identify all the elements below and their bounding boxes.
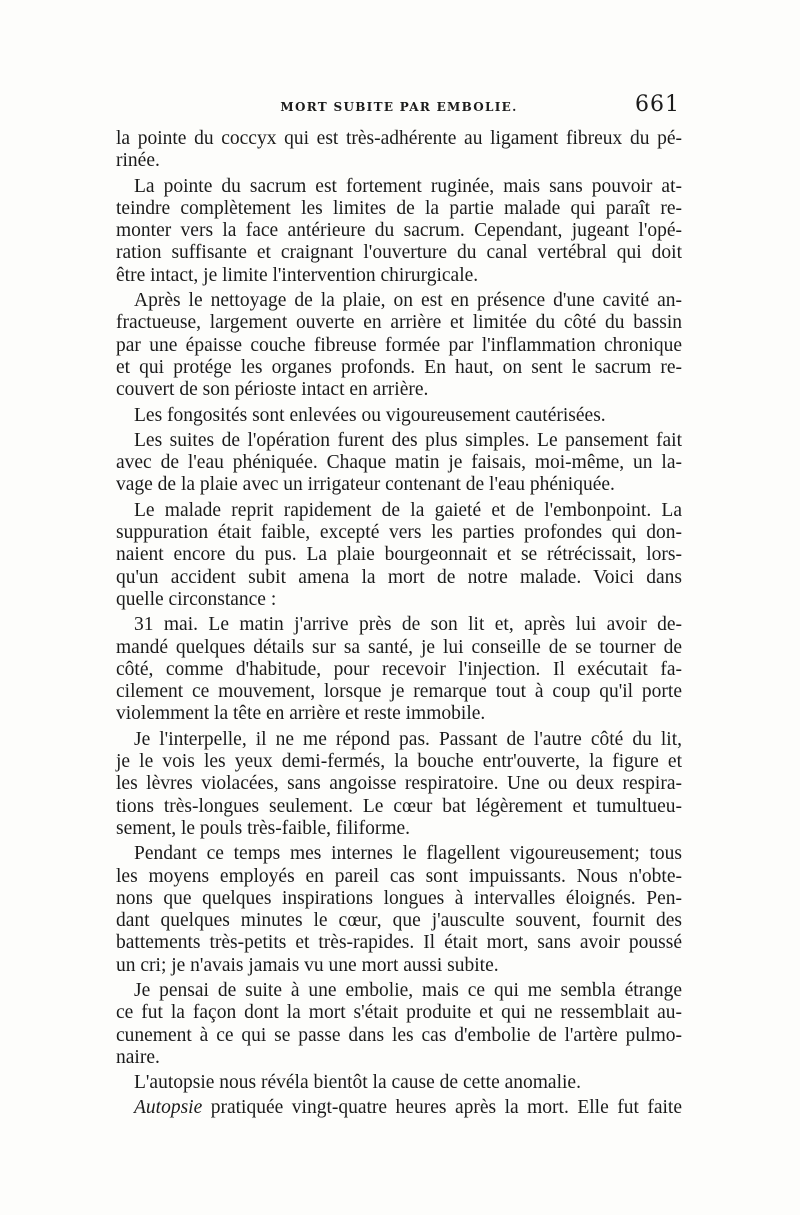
text-line: fractueuse, largement ouverte en arrière et limitée du côté du bassin: [116, 312, 682, 334]
running-title: MORT SUBITE PAR EMBOLIE.: [280, 100, 518, 114]
text-line: Les fongosités sont enlevées ou vigoureusement cautérisées.: [134, 404, 606, 426]
paragraph: [116, 128, 682, 173]
text-line: sement, le pouls très-faible, filiforme.: [116, 817, 411, 839]
text-line: qu'un accident subit amena la mort de notre malade. Voici dans: [116, 566, 682, 588]
text-line: Les suites de l'opération furent des plus simples. Le pansement fait: [134, 429, 682, 451]
text-line: mandé quelques détails sur sa santé, je lui conseille de se tourner de: [116, 636, 682, 658]
paragraph: [116, 980, 682, 1069]
text-line: ce fut la façon dont la mort s'était produite et qui ne ressemblait au-: [116, 1002, 682, 1024]
text-line: vage de la plaie avec un irrigateur contenant de l'eau phéniquée.: [116, 474, 615, 496]
text-line: côté, comme d'habitude, pour recevoir l'injection. Il exécutait fa-: [116, 658, 682, 680]
running-header: [116, 92, 682, 122]
text-line: teindre complètement les limites de la partie malade qui paraît re-: [116, 197, 682, 219]
text-line: battements très-petits et très-rapides. Il était mort, sans avoir poussé: [116, 932, 682, 954]
text-line: L'autopsie nous révéla bientôt la cause de cette anomalie.: [134, 1072, 581, 1094]
text-line: avec de l'eau phéniquée. Chaque matin je faisais, moi-même, un la-: [116, 452, 682, 474]
text-line: tions très-longues seulement. Le cœur bat légèrement et tumultueu-: [116, 795, 682, 817]
text-line: [116, 1097, 682, 1119]
text-line: naient encore du pus. La plaie bourgeonnait et se rétrécissait, lors-: [116, 544, 682, 566]
text-line: un cri; je n'avais jamais vu une mort aussi subite.: [116, 954, 499, 976]
text-line: quelle circonstance :: [116, 588, 277, 610]
text-line: naire.: [116, 1046, 160, 1068]
paragraph: [116, 729, 682, 840]
page-number: 661: [635, 92, 680, 117]
text-line: cilement ce mouvement, lorsque je remarque tout à coup qu'il porte: [116, 681, 682, 703]
paragraph: [116, 1097, 682, 1119]
text-line: Pendant ce temps mes internes le flagellent vigoureusement; tous: [134, 843, 682, 865]
paragraph: [116, 176, 682, 287]
paragraph: [116, 430, 682, 497]
text-line: La pointe du sacrum est fortement ruginée, mais sans pouvoir at-: [134, 175, 682, 197]
text-line: rinée.: [116, 150, 160, 172]
paragraph: [116, 500, 682, 611]
text-line: la pointe du coccyx qui est très-adhérente au ligament fibreux du pé-: [116, 128, 682, 149]
text-line: ration suffisante et craignant l'ouverture du canal vertébral qui doit: [116, 242, 682, 264]
text-line: Je l'interpelle, il ne me répond pas. Passant de l'autre côté du lit,: [134, 728, 682, 750]
text-line: les moyens employés en pareil cas sont impuissants. Nous n'obte-: [116, 865, 682, 887]
text-line: dant quelques minutes le cœur, que j'ausculte souvent, fournit des: [116, 910, 682, 932]
text-line: couvert de son périoste intact en arrière.: [116, 379, 429, 401]
text-line: Je pensai de suite à une embolie, mais ce qui me sembla étrange: [134, 979, 682, 1001]
text-line: les lèvres violacées, sans angoisse respiratoire. Une ou deux respira-: [116, 773, 682, 795]
paragraph: [116, 843, 682, 977]
text-line: être intact, je limite l'intervention chirurgicale.: [116, 264, 479, 286]
paragraph: [116, 290, 682, 401]
text-line: suppuration était faible, excepté vers les parties profondes qui don-: [116, 522, 682, 544]
text-line: je le vois les yeux demi-fermés, la bouche entr'ouverte, la figure et: [116, 751, 682, 773]
body-text: [116, 128, 682, 1123]
text-line: nons que quelques inspirations longues à intervalles éloignés. Pen-: [116, 887, 682, 909]
autopsie-heading: Autopsie: [134, 1097, 203, 1119]
text-line: par une épaisse couche fibreuse formée par l'inflammation chronique: [116, 334, 682, 356]
text-line: 31 mai. Le matin j'arrive près de son lit et, après lui avoir de-: [134, 614, 682, 636]
final-line-text: pratiquée vingt-quatre heures après la mort. Elle fut faite: [202, 1097, 682, 1119]
text-line: monter vers la face antérieure du sacrum. Cependant, jugeant l'opé-: [116, 220, 682, 242]
text-line: et qui protége les organes profonds. En haut, on sent le sacrum re-: [116, 356, 682, 378]
text-line: Après le nettoyage de la plaie, on est en présence d'une cavité an-: [134, 290, 682, 312]
paragraph: [116, 405, 682, 427]
paragraph: [116, 614, 682, 725]
text-line: Le malade reprit rapidement de la gaieté et de l'embonpoint. La: [134, 499, 682, 521]
paragraph: [116, 1072, 682, 1094]
text-line: cunement à ce qui se passe dans les cas d'embolie de l'artère pulmo-: [116, 1024, 682, 1046]
text-line: violemment la tête en arrière et reste immobile.: [116, 703, 486, 725]
